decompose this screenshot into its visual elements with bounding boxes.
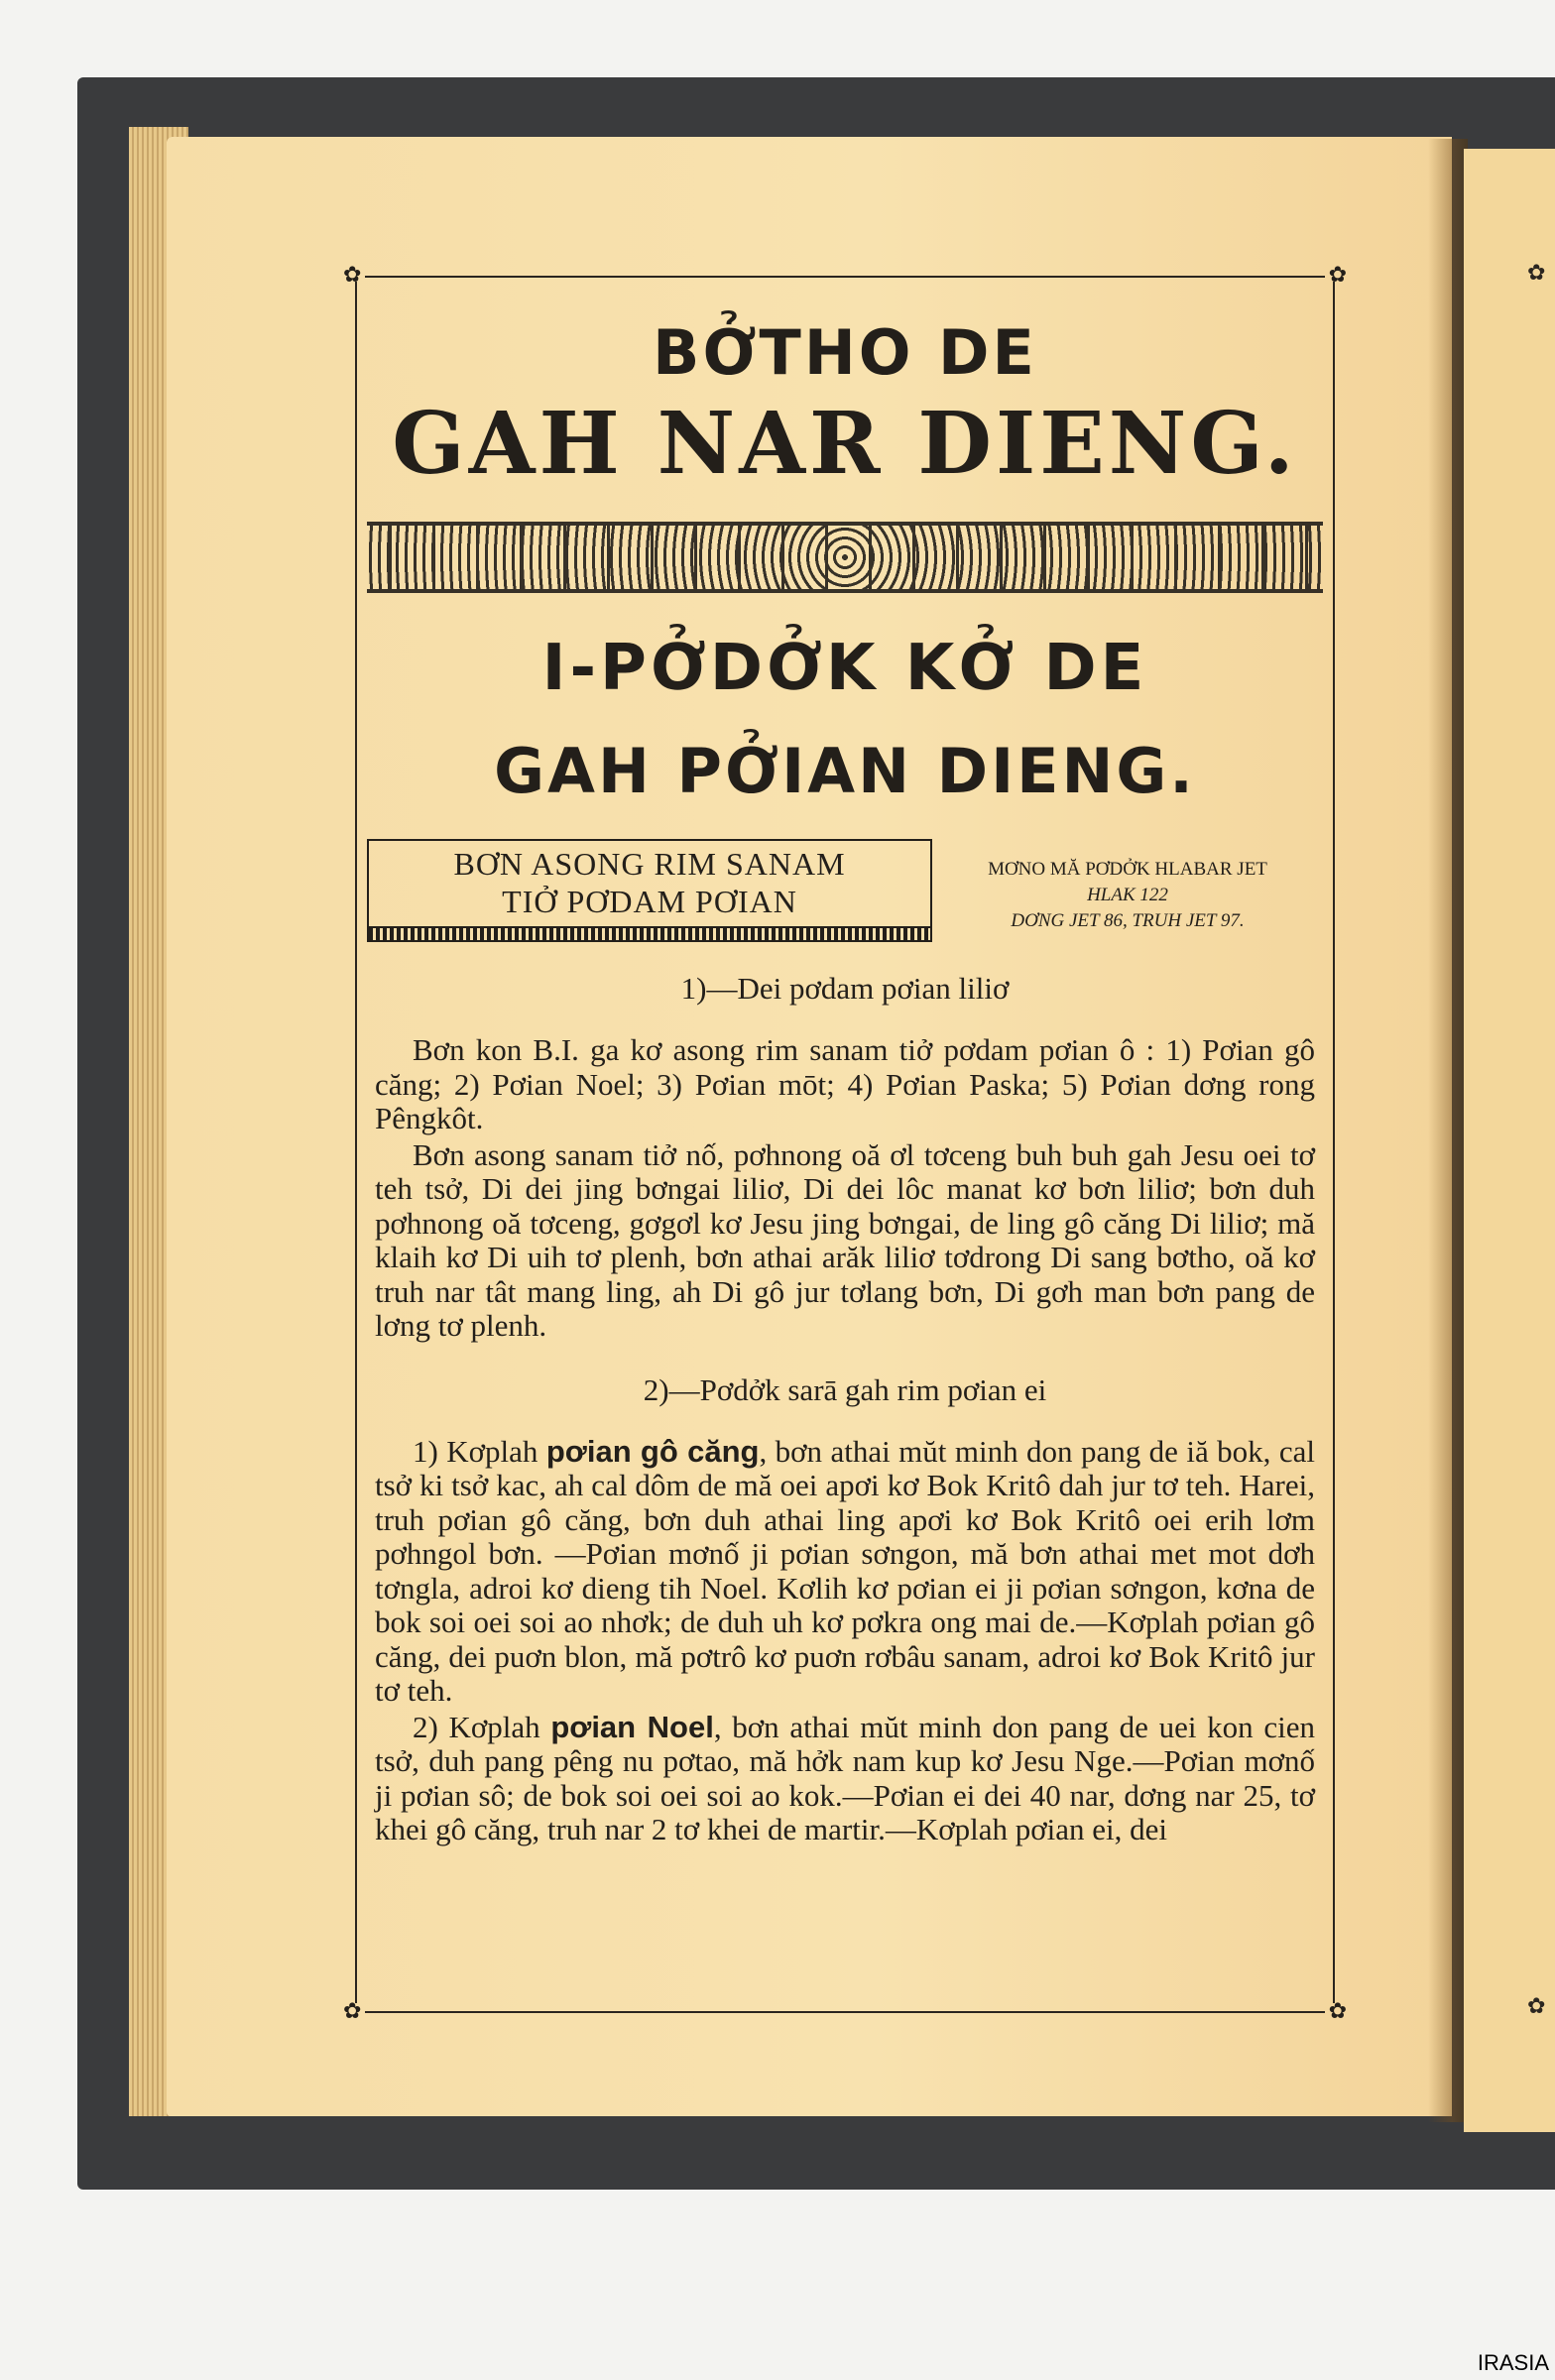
watermark: IRASIA <box>1477 2350 1549 2375</box>
frame-rule-top <box>365 276 1325 278</box>
reference-line-3: DƠNG JET 86, TRUH JET 97. <box>1011 910 1245 931</box>
chapter-title-line-2: GAH PỞIAN DIENG. <box>494 735 1196 807</box>
corner-flower-icon: ✿ <box>343 262 362 287</box>
paragraph-4-text: , bơn athai mŭt minh don pang de uei kon cien tsở, duh pang pêng nu pơtao, mă hởk nam kup kơ Jesu Nge.—Pơian mơnố ji pơian sô; de bok soi oei soi ao kok.—Pơian ei dei 40 nar, dơng nar 25, tơ khei gô căng, truh nar 2 tơ khei de martir.—Kơplah pơian ei, dei <box>375 1709 1315 1846</box>
next-page-edge <box>1464 149 1555 2132</box>
reference-note <box>932 839 1323 942</box>
text-frame <box>343 262 1347 2023</box>
corner-flower-icon: ✿ <box>343 1998 362 2023</box>
paragraph-3-term: pơian gô căng <box>545 1433 760 1469</box>
paragraph-2-text: Bơn asong sanam tiở nố, pơhnong oă ơl tơceng buh buh gah Jesu oei tơ teh tsở, Di dei jing bơngai liliơ, Di dei lôc manat kơ bơn liliơ; bơn duh pơhnong oă tơceng, gơgơl kơ Jesu jing bơngai, de ling gô căng Di liliơ; mă klaih kơ Di uih tơ plenh, bơn athai arăk liliơ tơdrong Di sang bơtho, oă kơ truh nar tât mang ling, ah Di gô jur tơlang bơn, Di gơh man bơn pang de lơng tơ plenh. <box>375 1136 1315 1343</box>
paragraph-2 <box>367 1138 1323 1344</box>
ornament-band <box>367 522 1323 593</box>
frame-rule-bottom <box>365 2011 1325 2013</box>
paragraph-3 <box>367 1435 1323 1709</box>
page-content <box>367 313 1323 1849</box>
reference-line-1: MƠNO MĂ PƠDỞK HLABAR JET <box>988 859 1267 880</box>
next-page-ornament-icon: ✿ <box>1527 260 1546 285</box>
frame-rule-left <box>355 282 357 2003</box>
paragraph-3-lead: 1) Kơplah <box>413 1433 546 1469</box>
section-heading-1: 1)—Dei pơdam pơian liliơ <box>680 971 1010 1006</box>
section-box-line-2: TIỞ PƠDAM PƠIAN <box>502 884 797 919</box>
paragraph-4-term: pơian Noel <box>550 1709 714 1744</box>
section-box-rule <box>369 926 930 942</box>
section-heading-2: 2)—Pơdởk sarā gah rim pơian ei <box>643 1371 1047 1407</box>
reference-line-2: HLAK 122 <box>1087 885 1168 905</box>
section-box-line-1: BƠN ASONG RIM SANAM <box>453 846 846 882</box>
paragraph-1-text: Bơn kon B.I. ga kơ asong rim sanam tiở pơdam pơian ô : 1) Pơian gô căng; 2) Pơian Noel; 3) Pơian mōt; 4) Pơian Paska; 5) Pơian dơng rong Pêngkôt. <box>375 1032 1315 1135</box>
section-box <box>367 839 932 942</box>
corner-flower-icon: ✿ <box>1328 1998 1347 2023</box>
chapter-title-line-1: I-PỞDỞK KỞ DE <box>541 632 1148 705</box>
next-page-ornament-icon: ✿ <box>1527 1993 1546 2018</box>
paragraph-3-text: , bơn athai mŭt minh don pang de iă bok, cal tsở ki tsở kac, ah cal dôm de mă oei apơi kơ Bok Kritô dah jur tơ teh. Harei, truh pơian gô căng, bơn duh athai ling apơi kơ Bok Kritô oei erih lơm pơhngol bơn. —Pơian mơnố ji pơian sơngon, mă bơn athai met mot dơh tơngla, adroi kơ dieng tih Noel. Kơlih kơ pơian ei ji pơian sơngon, kơna de bok soi oei soi ao nhơk; de duh uh kơ pơkra ong mai de.—Kơplah pơian gô căng, dei puơn blon, mă pơtrô kơ puơn rơbâu sanam, adroi kơ Bok Kritô jur tơ teh. <box>375 1433 1315 1708</box>
book-gutter <box>1428 139 1468 2122</box>
corner-flower-icon: ✿ <box>1328 262 1347 287</box>
frame-rule-right <box>1333 282 1335 2003</box>
paragraph-1 <box>367 1033 1323 1136</box>
section-header-row <box>367 839 1323 942</box>
paragraph-4-lead: 2) Kơplah <box>413 1709 551 1744</box>
paragraph-4 <box>367 1711 1323 1847</box>
title-line-2: GAH NAR DIENG. <box>392 394 1298 494</box>
title-line-1: BỞTHO DE <box>653 316 1037 389</box>
